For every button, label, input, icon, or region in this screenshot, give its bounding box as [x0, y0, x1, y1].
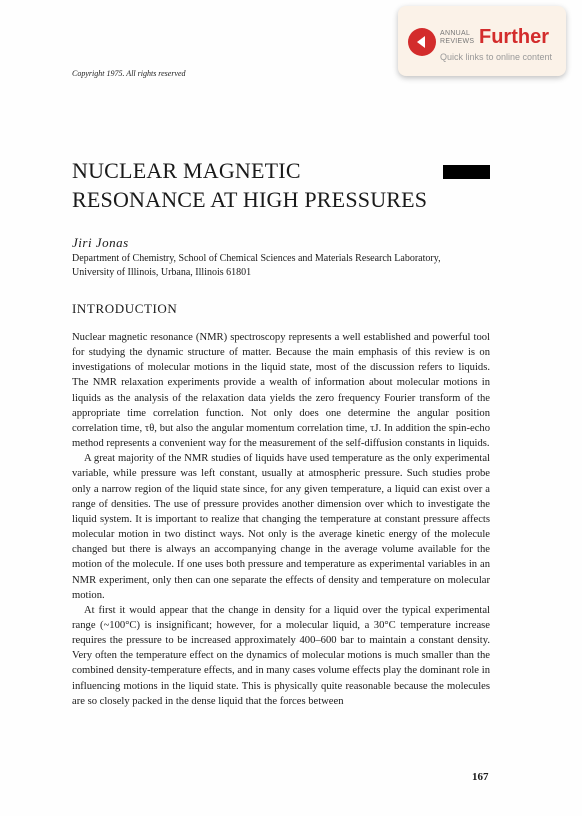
annual-reviews-further-banner[interactable] — [398, 6, 566, 76]
annual-label: ANNUAL — [440, 30, 471, 37]
redaction-bar — [443, 165, 490, 179]
copyright-notice: Copyright 1975. All rights reserved — [72, 69, 186, 78]
article-title — [72, 156, 427, 214]
title-line-1: NUCLEAR MAGNETIC — [72, 158, 301, 183]
paragraph: A great majority of the NMR studies of liquids have used temperature as the only experimental variable, while pressure was left constant, usually at atmospheric pressure. Such studies probe only a narrow region of the liquid state since, for any given temperature, a liquid can exist over a range of densities. The use of pressure provides another dimension over which to investigate the liquid system. It is important to realize that changing the temperature at constant pressure affects molecular motion in two distinct ways. Not only is the average kinetic energy of the molecule changed but there is always an accompanying change in the average volume available for the motion of the molecule. If one uses both pressure and temperature as experimental variables in an NMR experiment, only then can one separate the effects of density and temperature on molecular motion. — [72, 453, 490, 601]
reviews-label: REVIEWS — [440, 38, 475, 45]
affiliation-line-2: University of Illinois, Urbana, Illinois 61801 — [72, 266, 252, 278]
quick-links-label: Quick links to online content — [440, 52, 553, 62]
further-label: Further — [479, 26, 549, 48]
affiliation-line-1: Department of Chemistry, School of Chemical Sciences and Materials Research Laboratory, — [72, 253, 441, 264]
paragraph: Nuclear magnetic resonance (NMR) spectroscopy represents a well established and powerful tool for studying the dynamic structure of matter. Because the main emphasis of this review is on investigations of molecular motions in the liquid state, most of the discussion refers to liquids. The NMR relaxation experiments provide a wealth of information about molecular motions in liquids as the analysis of the relaxation data yields the zero frequency Fourier transform of the appropriate time correlation function. Not only does one determine the angular position correlation time, τθ, but also the angular momentum correlation time, τJ. In addition the spin-echo method represents a convenient way for the measurement of the self-diffusion constants in liquids. — [72, 332, 490, 450]
section-heading: INTRODUCTION — [72, 301, 178, 316]
article-body — [72, 330, 490, 709]
author-affiliation — [72, 252, 492, 279]
author-name: Jiri Jonas — [72, 235, 129, 250]
paragraph: At first it would appear that the change in density for a liquid over the typical experimental range (~100°C) is insignificant; however, for a molecular liquid, a 30°C temperature increase requires the pressure to be increased approximately 400–600 bar to maintain a constant density. Very often the temperature effect on the dynamics of molecular motions is much smaller than the combined density-temperature effects, and in many cases volume effects play the dominant role in influencing motions in the liquid state. This is physically quite reasonable because the molecules are so closely packed in the dense liquid that the forces between — [72, 604, 490, 707]
play-icon — [408, 28, 436, 56]
title-line-2: RESONANCE AT HIGH PRESSURES — [72, 187, 428, 212]
page-number: 167 — [472, 771, 489, 783]
annual-reviews-label — [440, 30, 474, 46]
